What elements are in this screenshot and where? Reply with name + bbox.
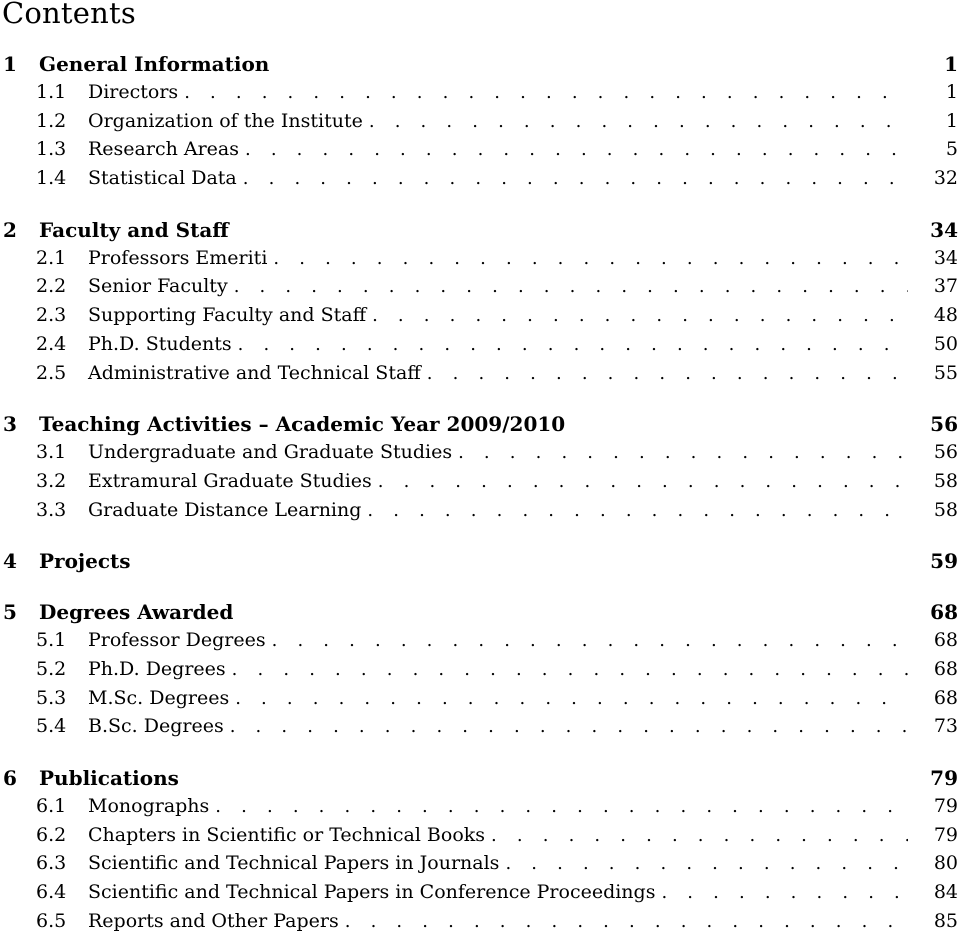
section-page: 58	[933, 469, 958, 492]
chapter-title: Teaching Activities – Academic Year 2009/2010	[39, 412, 566, 437]
section-page: 68	[933, 629, 958, 652]
section-number: 2.2	[36, 275, 67, 298]
chapter-title: Degrees Awarded	[39, 600, 234, 625]
dot-leader	[243, 168, 908, 189]
toc-chapter[interactable]	[0, 600, 960, 629]
chapter-title: Publications	[39, 766, 179, 790]
section-title: Reports and Other Papers	[88, 909, 339, 932]
chapter-number: 5	[3, 600, 17, 625]
dot-leader	[232, 659, 908, 680]
section-title: Organization of the Institute	[88, 109, 363, 132]
toc-section[interactable]	[0, 275, 960, 304]
dot-leader	[369, 111, 908, 132]
section-title: M.Sc. Degrees	[88, 686, 230, 709]
section-number: 1.4	[36, 167, 67, 190]
section-page: 48	[933, 304, 958, 327]
section-page: 68	[933, 657, 958, 680]
dot-leader	[234, 276, 908, 297]
dot-leader	[661, 882, 908, 903]
dot-leader	[230, 716, 908, 737]
section-number: 2.4	[36, 332, 67, 355]
toc-section[interactable]	[0, 304, 960, 333]
section-number: 5.1	[36, 629, 67, 652]
section-number: 3.3	[36, 498, 67, 521]
section-number: 3.1	[36, 441, 67, 464]
section-title: Administrative and Technical Staff	[88, 361, 421, 384]
section-page: 50	[933, 332, 958, 355]
dot-leader	[238, 334, 908, 355]
section-page: 80	[933, 852, 958, 875]
chapter-number: 6	[3, 766, 17, 790]
toc-section[interactable]	[0, 687, 960, 716]
chapter-number: 1	[3, 52, 17, 76]
dot-leader	[367, 500, 908, 521]
section-page: 84	[933, 881, 958, 904]
section-page: 5	[945, 138, 958, 161]
section-number: 2.5	[36, 361, 67, 384]
section-title: Chapters in Scientific or Technical Books	[88, 823, 486, 846]
chapter-number: 4	[3, 549, 17, 574]
chapter-number: 2	[3, 217, 17, 242]
dot-leader	[427, 363, 908, 384]
toc-chapter[interactable]	[0, 549, 960, 578]
section-number: 6.2	[36, 823, 67, 846]
section-title: Undergraduate and Graduate Studies	[88, 441, 453, 464]
section-page: 85	[933, 909, 958, 932]
dot-leader	[345, 911, 908, 932]
section-number: 6.4	[36, 881, 67, 904]
section-number: 1.3	[36, 138, 67, 161]
section-page: 55	[933, 361, 958, 384]
dot-leader	[273, 248, 908, 269]
dot-leader	[372, 305, 908, 326]
toc-section[interactable]	[0, 441, 960, 470]
section-title: Senior Faculty	[88, 275, 228, 298]
dot-leader	[378, 471, 908, 492]
chapter-title: General Information	[39, 52, 270, 76]
section-number: 3.2	[36, 469, 67, 492]
chapter-title: Faculty and Staff	[39, 217, 229, 242]
section-page: 73	[933, 715, 958, 738]
section-title: Ph.D. Students	[88, 332, 232, 355]
toc-chapter[interactable]	[0, 766, 960, 795]
section-title: Graduate Distance Learning	[88, 498, 362, 521]
chapter-page: 79	[930, 766, 958, 790]
section-title: Research Areas	[88, 138, 239, 161]
section-page: 58	[933, 498, 958, 521]
section-title: Professors Emeriti	[88, 246, 268, 269]
chapter-page: 34	[930, 217, 958, 242]
section-number: 5.4	[36, 715, 67, 738]
section-number: 1.1	[36, 81, 67, 103]
toc-section[interactable]	[0, 852, 960, 881]
toc-section[interactable]	[0, 881, 960, 910]
section-title: Ph.D. Degrees	[88, 657, 226, 680]
section-number: 1.2	[36, 109, 67, 132]
section-title: Scientific and Technical Papers in Journals	[88, 852, 500, 875]
dot-leader	[458, 442, 908, 463]
chapter-number: 3	[3, 412, 17, 437]
section-page: 34	[933, 246, 958, 269]
page-title: Contents	[2, 0, 136, 30]
section-number: 5.2	[36, 657, 67, 680]
section-number: 6.5	[36, 909, 67, 932]
section-number: 6.1	[36, 795, 67, 817]
chapter-page: 68	[930, 600, 958, 625]
section-number: 2.1	[36, 246, 67, 269]
section-page: 1	[945, 109, 958, 132]
toc-section[interactable]	[0, 824, 960, 853]
toc-section[interactable]	[0, 81, 960, 110]
section-number: 6.3	[36, 852, 67, 875]
toc-section[interactable]	[0, 110, 960, 139]
section-title: B.Sc. Degrees	[88, 715, 224, 738]
section-page: 37	[933, 275, 958, 298]
toc-section[interactable]	[0, 167, 960, 196]
toc-section[interactable]	[0, 658, 960, 687]
dot-leader	[215, 796, 908, 817]
section-page: 32	[933, 167, 958, 190]
toc-chapter[interactable]	[0, 218, 960, 247]
dot-leader	[245, 139, 908, 160]
chapter-title: Projects	[39, 549, 131, 574]
dot-leader	[491, 825, 908, 846]
section-number: 2.3	[36, 304, 67, 327]
toc-section[interactable]	[0, 247, 960, 276]
section-title: Professor Degrees	[88, 629, 266, 652]
section-title: Statistical Data	[88, 167, 237, 190]
section-page: 68	[933, 686, 958, 709]
toc-section[interactable]	[0, 795, 960, 824]
toc-section[interactable]	[0, 362, 960, 391]
toc-section[interactable]	[0, 499, 960, 528]
dot-leader	[235, 688, 908, 709]
dot-leader	[272, 630, 908, 651]
section-title: Monographs	[88, 795, 210, 817]
section-page: 79	[933, 795, 958, 817]
chapter-page: 1	[944, 52, 958, 76]
chapter-page: 56	[930, 412, 958, 437]
toc-section[interactable]	[0, 470, 960, 499]
toc-section[interactable]	[0, 910, 960, 939]
toc-chapter[interactable]	[0, 52, 960, 81]
section-page: 56	[933, 441, 958, 464]
toc-section[interactable]	[0, 333, 960, 362]
chapter-page: 59	[930, 549, 958, 574]
dot-leader	[505, 853, 908, 874]
section-title: Extramural Graduate Studies	[88, 469, 372, 492]
dot-leader	[184, 82, 908, 103]
table-of-contents	[0, 52, 960, 938]
section-page: 79	[933, 823, 958, 846]
section-title: Scientific and Technical Papers in Conference Proceedings	[88, 881, 656, 904]
section-title: Directors	[88, 81, 179, 103]
section-page: 1	[945, 81, 958, 103]
section-title: Supporting Faculty and Staff	[88, 304, 367, 327]
toc-section[interactable]	[0, 715, 960, 744]
toc-section[interactable]	[0, 138, 960, 167]
section-number: 5.3	[36, 686, 67, 709]
toc-section[interactable]	[0, 629, 960, 658]
toc-chapter[interactable]	[0, 412, 960, 441]
